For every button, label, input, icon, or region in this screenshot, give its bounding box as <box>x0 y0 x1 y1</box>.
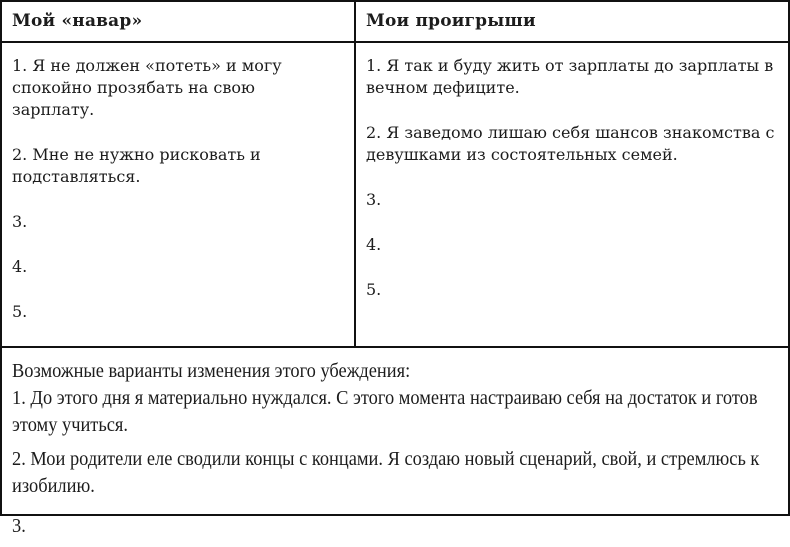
gains-item-2: 2. Мне не нужно рисковать и подставляться. <box>12 145 261 186</box>
losses-item-3: 3. <box>366 190 382 209</box>
gains-item-4: 4. <box>12 257 28 276</box>
gains-item-5: 5. <box>12 302 28 321</box>
belief-change-intro: Возможные варианты изменения этого убеждения: <box>12 360 411 382</box>
column-header-gains: Мой «навар» <box>2 2 356 41</box>
gains-cell <box>2 43 356 346</box>
table-header-row <box>2 2 788 43</box>
losses-item-5: 5. <box>366 280 382 299</box>
table-body-row <box>2 43 788 348</box>
belief-change-text <box>12 358 776 540</box>
belief-change-item-1: 1. До этого дня я материально нуждался. С этого момента настраиваю себя на достаток и готов этому учиться. <box>12 387 758 436</box>
losses-cell <box>356 43 788 346</box>
losses-item-4: 4. <box>366 235 382 254</box>
belief-change-item-3: 3. <box>12 515 26 537</box>
losses-item-2: 2. Я заведомо лишаю себя шансов знакомства с девушками из состоятельных семей. <box>366 123 775 164</box>
gains-item-3: 3. <box>12 212 28 231</box>
gains-item-1: 1. Я не должен «потеть» и могу спокойно прозябать на свою зарплату. <box>12 56 282 119</box>
belief-change-row <box>2 348 788 547</box>
belief-change-item-2: 2. Мои родители еле сводили концы с концами. Я создаю новый сценарий, свой, и стремлюсь к изобилию. <box>12 448 760 497</box>
losses-item-1: 1. Я так и буду жить от зарплаты до зарплаты в вечном дефиците. <box>366 56 774 97</box>
column-header-losses: Мои проигрыши <box>366 11 536 31</box>
